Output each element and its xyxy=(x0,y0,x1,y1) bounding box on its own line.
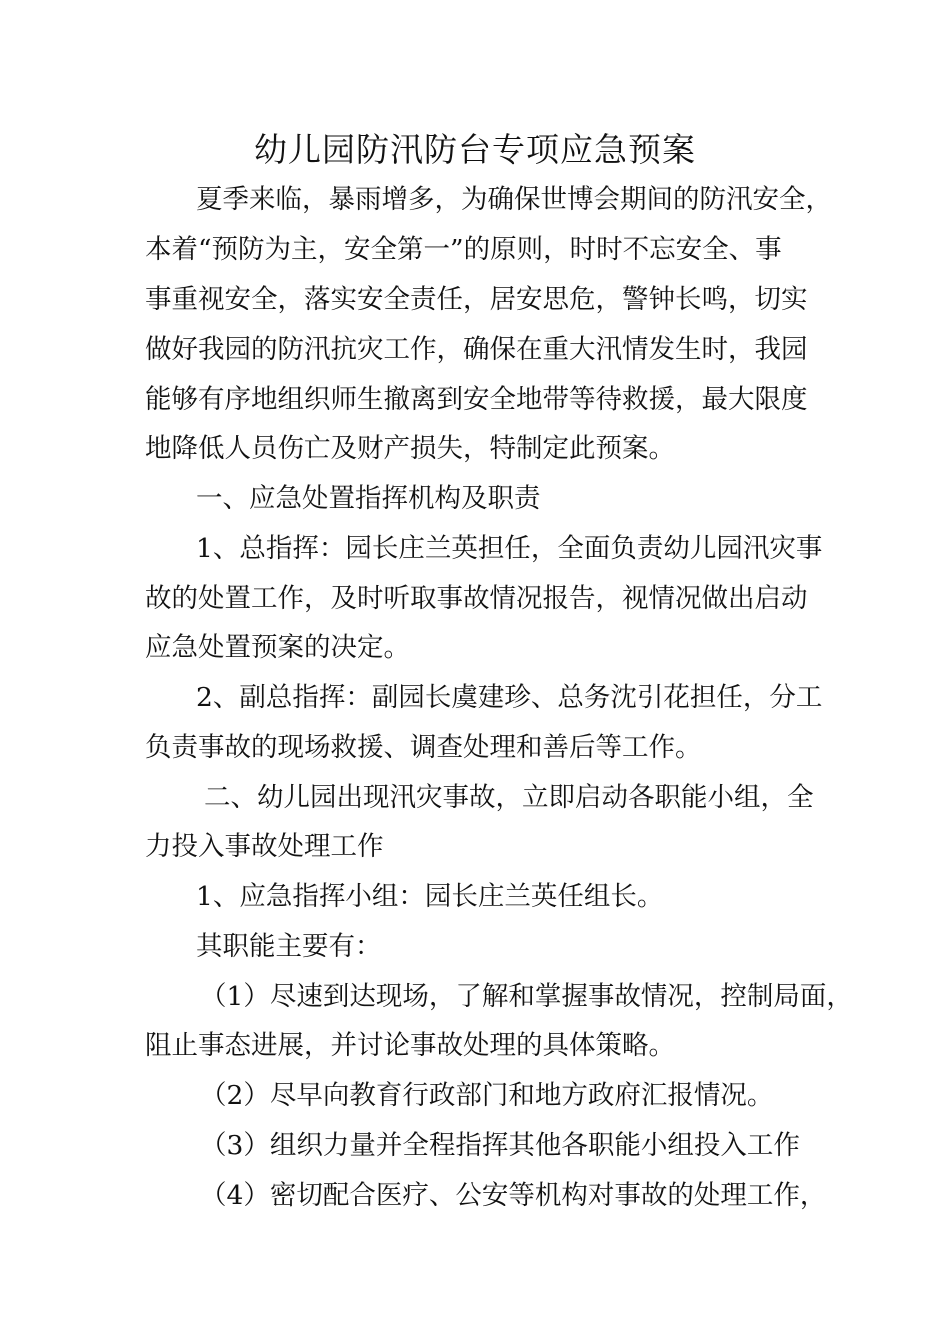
paragraph-line: 负责事故的现场救援、调查处理和善后等工作。 xyxy=(145,732,702,763)
list-item: （2）尽早向教育行政部门和地方政府汇报情况。 xyxy=(200,1080,774,1111)
paragraph-line: 夏季来临，暴雨增多，为确保世博会期间的防汛安全， xyxy=(196,184,832,215)
paragraph-line: 故的处置工作，及时听取事故情况报告，视情况做出启动 xyxy=(145,583,808,614)
list-item: （3）组织力量并全程指挥其他各职能小组投入工作 xyxy=(200,1130,800,1161)
section-heading: 二、幼儿园出现汛灾事故，立即启动各职能小组，全 xyxy=(204,782,814,813)
paragraph-line: 做好我园的防汛抗灾工作，确保在重大汛情发生时，我园 xyxy=(145,334,808,365)
list-item: （1）尽速到达现场，了解和掌握事故情况，控制局面， xyxy=(200,981,853,1012)
paragraph-line: 事重视安全，落实安全责任，居安思危，警钟长鸣，切实 xyxy=(145,284,808,315)
paragraph-line: 应急处置预案的决定。 xyxy=(145,632,410,663)
paragraph-line: 本着“预防为主，安全第一”的原则，时时不忘安全、事 xyxy=(145,234,782,265)
paragraph-line: 地降低人员伤亡及财产损失，特制定此预案。 xyxy=(145,433,675,464)
document-title: 幼儿园防汛防台专项应急预案 xyxy=(254,130,696,169)
paragraph-line: 2、副总指挥：副园长虞建珍、总务沈引花担任，分工 xyxy=(196,682,823,713)
paragraph-line: 能够有序地组织师生撤离到安全地带等待救援，最大限度 xyxy=(145,384,808,415)
section-heading: 一、应急处置指挥机构及职责 xyxy=(196,483,541,514)
paragraph-line: 力投入事故处理工作 xyxy=(145,831,384,862)
list-item: （4）密切配合医疗、公安等机构对事故的处理工作， xyxy=(200,1180,827,1211)
paragraph-line: 1、应急指挥小组：园长庄兰英任组长。 xyxy=(196,881,664,912)
paragraph-line: 其职能主要有： xyxy=(196,931,382,962)
paragraph-line: 阻止事态进展，并讨论事故处理的具体策略。 xyxy=(145,1030,675,1061)
paragraph-line: 1、总指挥：园长庄兰英担任，全面负责幼儿园汛灾事 xyxy=(196,533,823,564)
